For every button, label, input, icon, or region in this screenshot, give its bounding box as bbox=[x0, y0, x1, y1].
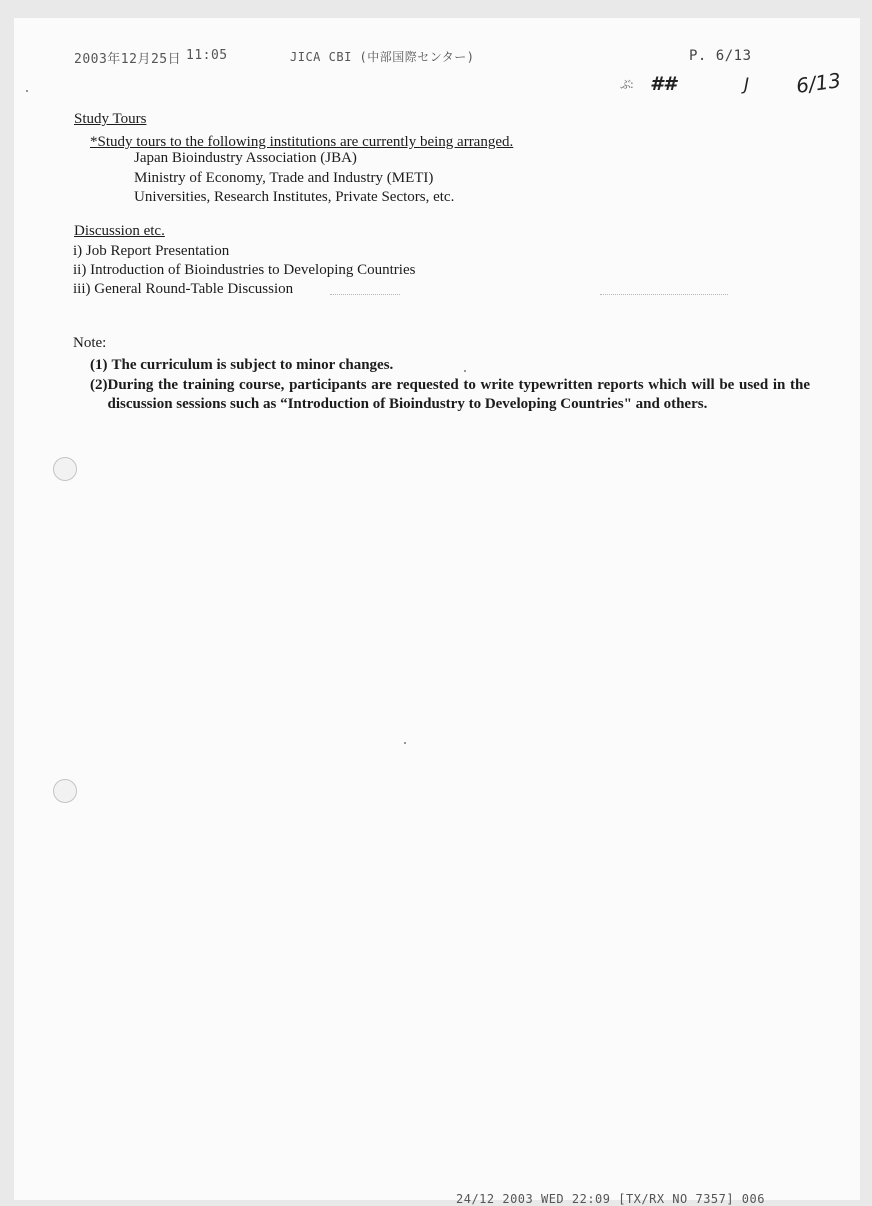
note-text: During the training course, participants are requested to write typewritten reports which will be used in the discussion sessions such as “Introduction of Bioindustry to Developing Countries" and others. bbox=[107, 377, 810, 412]
fax-header-time: 11:05 bbox=[186, 48, 228, 63]
list-item: Japan Bioindustry Association (JBA) bbox=[134, 150, 357, 166]
discussion-list bbox=[73, 242, 415, 299]
discussion-heading: Discussion etc. bbox=[74, 223, 165, 239]
fax-header-sender: JICA CBI (中部国際センター) bbox=[290, 50, 475, 64]
note-item bbox=[90, 356, 810, 375]
list-item: Universities, Research Institutes, Private Sectors, etc. bbox=[134, 189, 455, 205]
document-page bbox=[14, 18, 860, 1206]
handwritten-letter: J bbox=[744, 75, 750, 95]
faded-dotted-line bbox=[330, 294, 400, 295]
fax-footer: 24/12 2003 WED 22:09 [TX/RX NO 7357] 006 bbox=[456, 1192, 765, 1206]
punch-hole bbox=[53, 457, 77, 481]
study-tours-heading: Study Tours bbox=[74, 111, 147, 127]
list-item: ii) Introduction of Bioindustries to Developing Countries bbox=[73, 262, 416, 278]
scan-speck bbox=[26, 90, 28, 92]
note-text: The curriculum is subject to minor changes. bbox=[111, 357, 394, 373]
fax-header-page-number: P. 6/13 bbox=[689, 48, 752, 64]
list-item: i) Job Report Presentation bbox=[73, 243, 230, 259]
note-item bbox=[90, 376, 810, 414]
fax-header-date: 2003年12月25日 bbox=[74, 52, 182, 67]
list-item: Ministry of Economy, Trade and Industry (METI) bbox=[134, 169, 434, 186]
note-number: (1) bbox=[90, 357, 108, 373]
faded-dotted-line bbox=[600, 294, 728, 295]
list-item: iii) General Round-Table Discussion bbox=[73, 281, 294, 297]
note-label: Note: bbox=[73, 335, 107, 351]
study-tours-list bbox=[134, 149, 454, 208]
handwritten-page-fraction: 6/13 bbox=[794, 67, 843, 99]
scan-speck bbox=[404, 742, 406, 744]
handwritten-marks: ぶ: bbox=[620, 78, 633, 91]
punch-hole bbox=[53, 779, 77, 803]
handwritten-hash: ## bbox=[650, 73, 677, 95]
note-number: (2) bbox=[90, 377, 108, 393]
study-tours-intro: *Study tours to the following institutions are currently being arranged. bbox=[90, 134, 514, 150]
note-list bbox=[90, 356, 810, 414]
